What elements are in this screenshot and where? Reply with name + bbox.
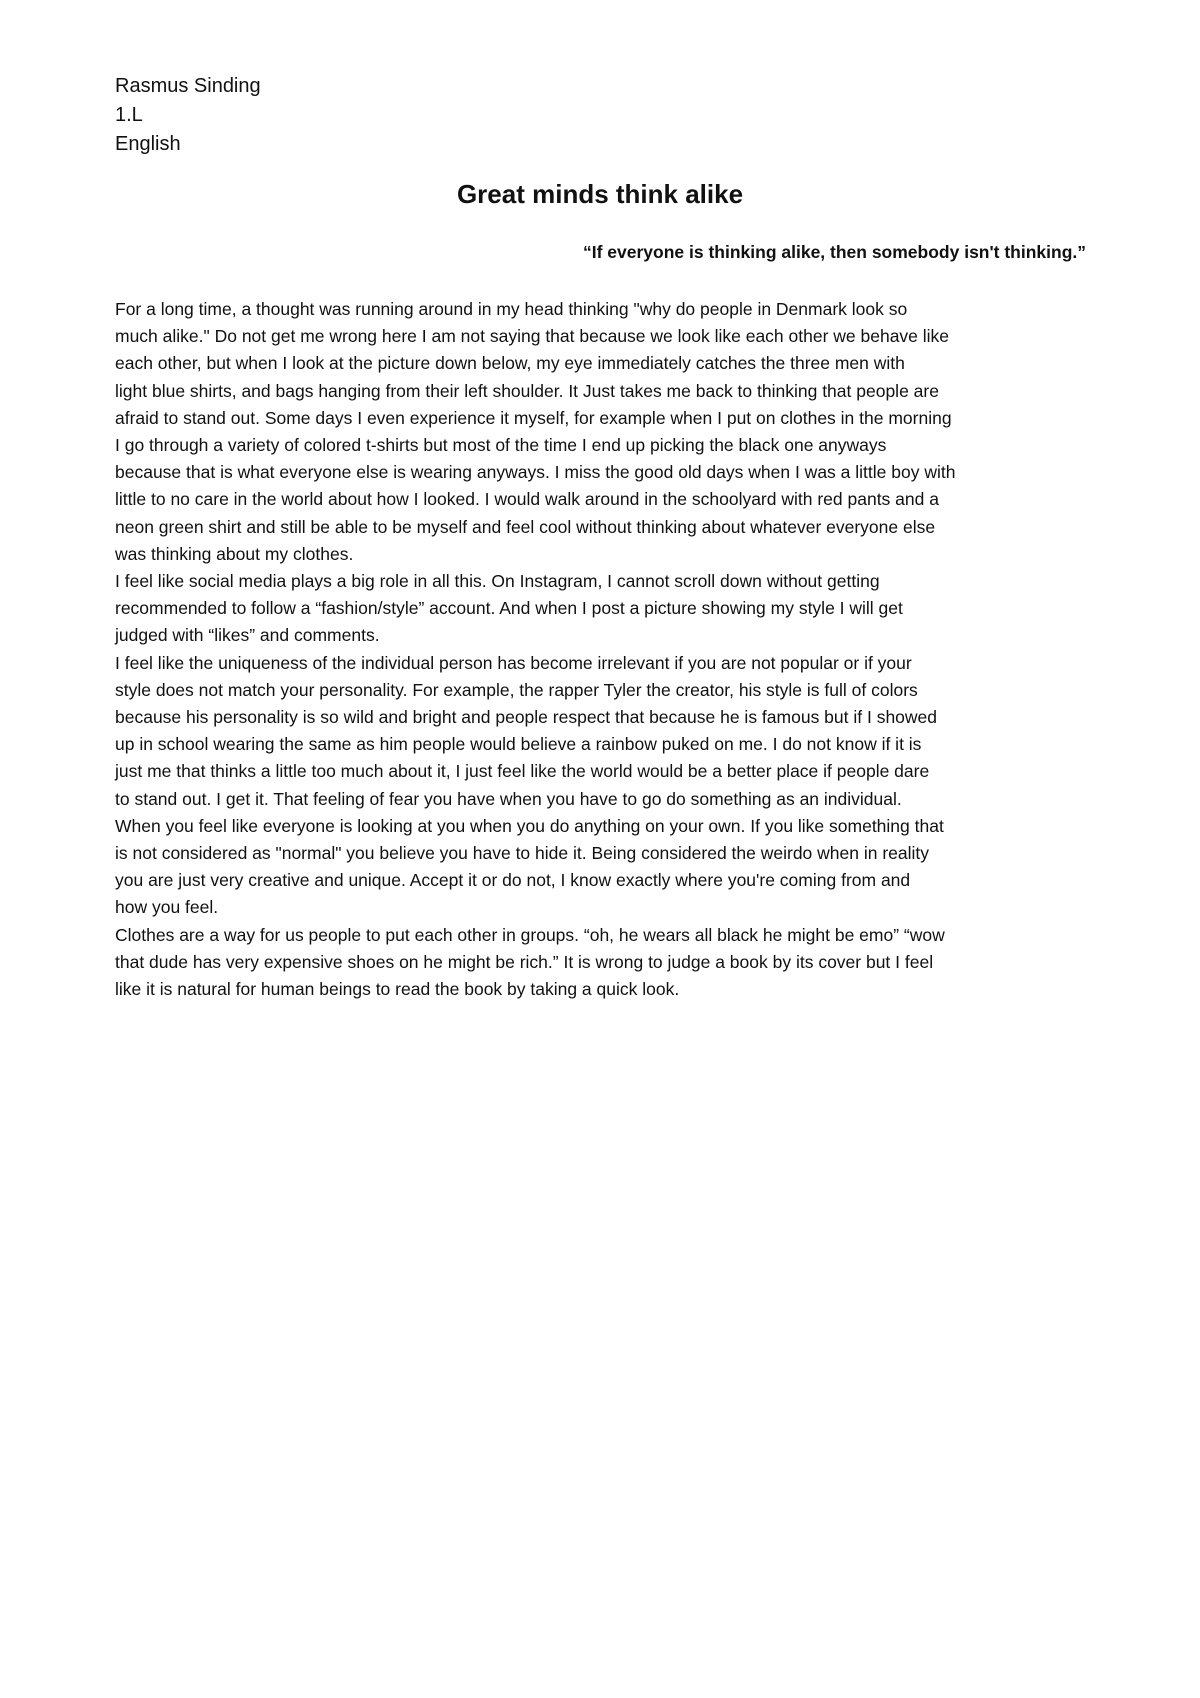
author-name: Rasmus Sinding: [115, 75, 261, 97]
body-line: to stand out. I get it. That feeling of fear you have when you have to go do something as an individual.: [115, 788, 902, 809]
body-line: Clothes are a way for us people to put each other in groups. “oh, he wears all black he might be emo” “wow: [115, 924, 945, 945]
class-name: 1.L: [115, 104, 143, 126]
body-line: like it is natural for human beings to read the book by taking a quick look.: [115, 979, 680, 1000]
body-line: For a long time, a thought was running around in my head thinking "why do people in Denmark look so: [115, 299, 908, 319]
body-line: because that is what everyone else is wearing anyways. I miss the good old days when I was a little boy with: [115, 462, 956, 483]
body-line: that dude has very expensive shoes on he might be rich.” It is wrong to judge a book by its cover but I feel: [115, 951, 934, 972]
document-header: [115, 72, 261, 159]
body-line: was thinking about my clothes.: [115, 543, 354, 564]
body-line: just me that thinks a little too much about it, I just feel like the world would be a better place if people dare: [115, 761, 930, 782]
body-line: each other, but when I look at the picture down below, my eye immediately catches the three men with: [115, 353, 905, 374]
body-line: up in school wearing the same as him people would believe a rainbow puked on me. I do not know if it is: [115, 734, 922, 755]
essay-body: [115, 296, 1095, 1003]
body-line: judged with “likes” and comments.: [115, 625, 380, 646]
body-line: afraid to stand out. Some days I even experience it myself, for example when I put on clothes in the morning: [115, 407, 952, 428]
subject-name: English: [115, 133, 181, 155]
body-line: neon green shirt and still be able to be myself and feel cool without thinking about whatever everyone else: [115, 516, 936, 537]
body-line: much alike." Do not get me wrong here I am not saying that because we look like each other we behave like: [115, 326, 950, 347]
epigraph-quote: “If everyone is thinking alike, then somebody isn't thinking.”: [583, 242, 1086, 262]
body-line: I feel like the uniqueness of the individual person has become irrelevant if you are not popular or if your: [115, 652, 912, 673]
body-line: you are just very creative and unique. Accept it or do not, I know exactly where you're coming from and: [115, 870, 911, 891]
document-title: Great minds think alike: [456, 179, 744, 209]
body-line: light blue shirts, and bags hanging from their left shoulder. It Just takes me back to thinking that people are: [115, 380, 939, 401]
body-line: because his personality is so wild and bright and people respect that because he is famous but if I showed: [115, 707, 938, 728]
body-line: I feel like social media plays a big role in all this. On Instagram, I cannot scroll down without getting: [115, 571, 880, 592]
body-line: I go through a variety of colored t-shirts but most of the time I end up picking the black one anyways: [115, 435, 887, 456]
body-line: When you feel like everyone is looking at you when you do anything on your own. If you like something that: [115, 815, 944, 836]
body-line: how you feel.: [115, 897, 219, 918]
body-line: recommended to follow a “fashion/style” account. And when I post a picture showing my style I will get: [115, 598, 903, 619]
body-line: is not considered as "normal" you believe you have to hide it. Being considered the weirdo when in reality: [115, 843, 930, 864]
body-line: little to no care in the world about how I looked. I would walk around in the schoolyard with red pants and a: [115, 489, 939, 510]
body-line: style does not match your personality. For example, the rapper Tyler the creator, his style is full of colors: [115, 679, 918, 700]
